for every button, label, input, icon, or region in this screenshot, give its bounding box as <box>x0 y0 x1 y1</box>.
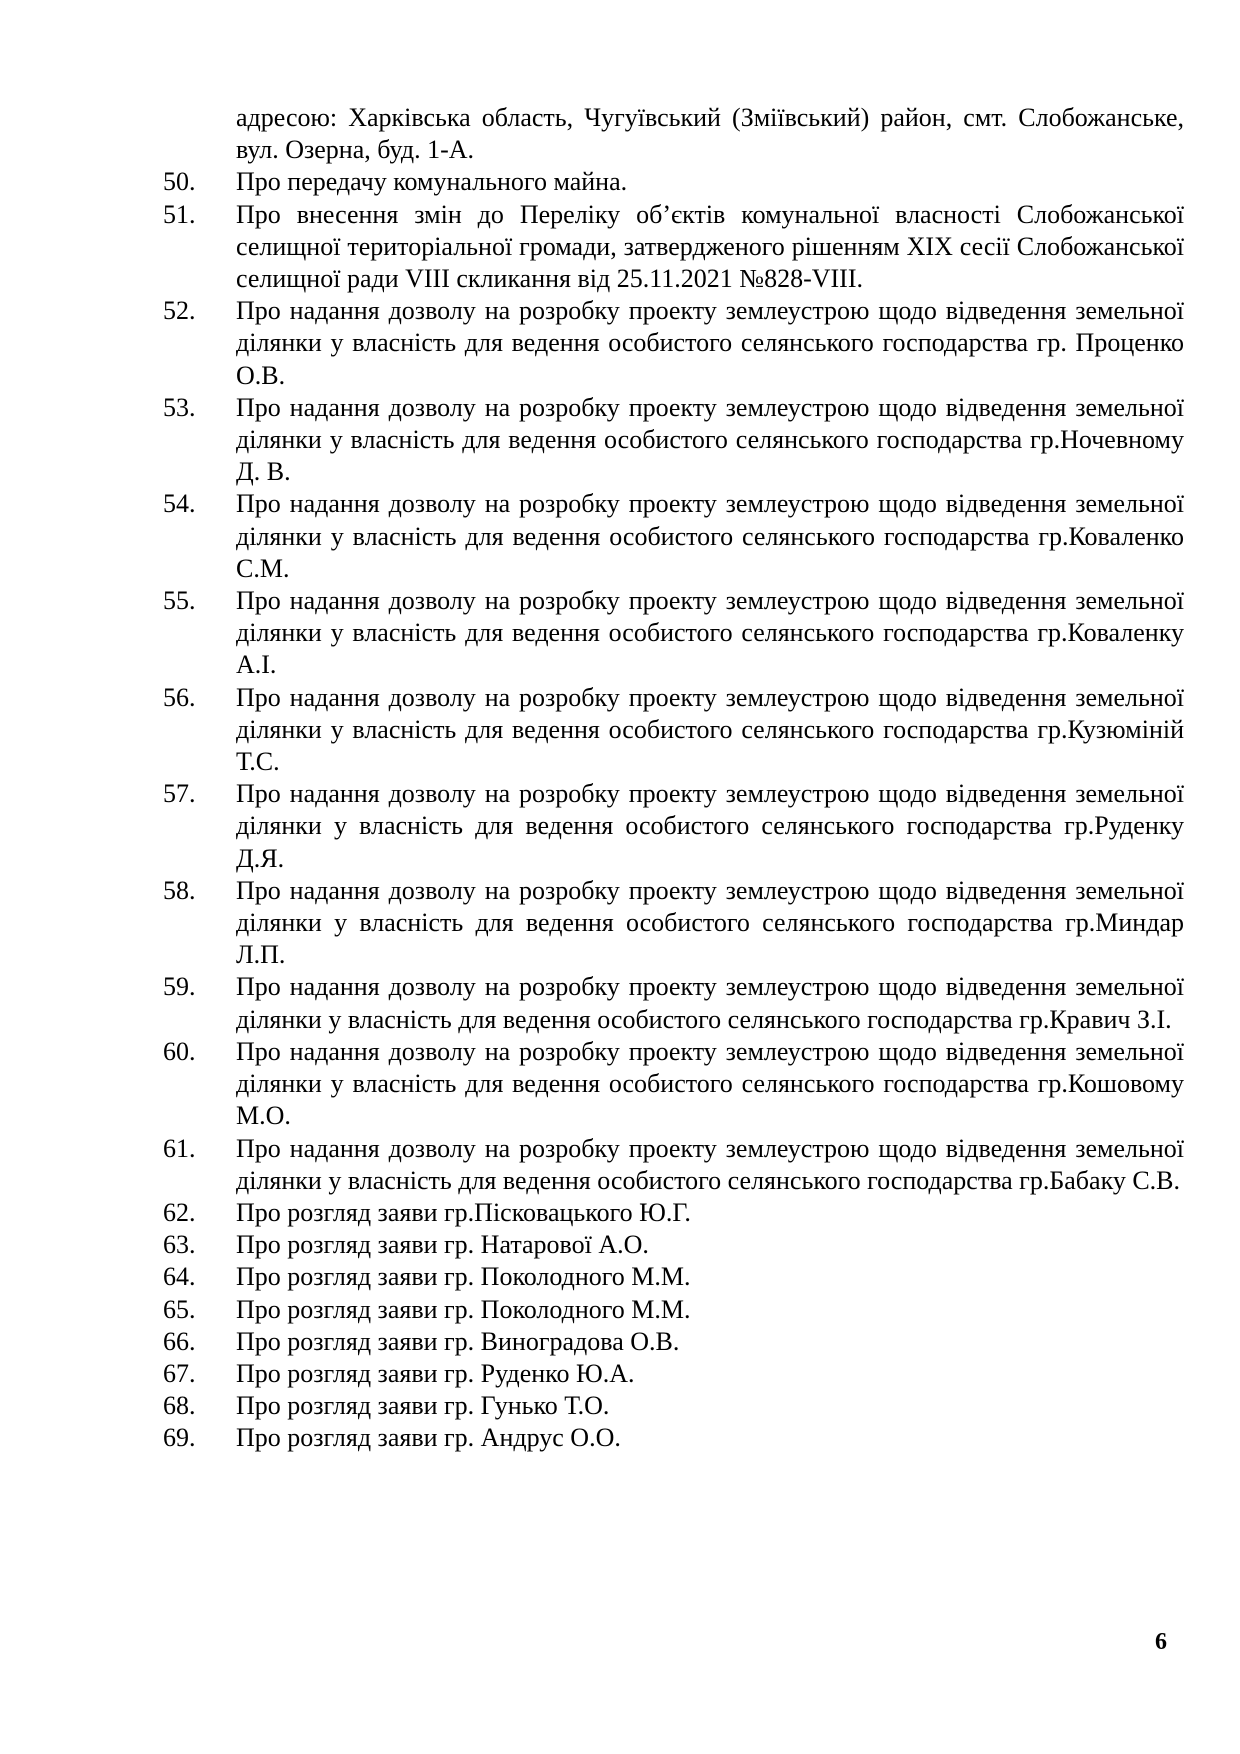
agenda-item <box>0 1326 1240 1358</box>
agenda-item <box>0 1229 1240 1261</box>
agenda-item-number: 59. <box>163 972 196 1002</box>
agenda-item-number: 66. <box>163 1326 196 1356</box>
page-number: 6 <box>1155 1629 1167 1655</box>
agenda-item-text: Про надання дозволу на розробку проекту землеустрою щодо відведення земельної ділянки у власність для ведення особистого селянського господарства гр.Кравич З.І. <box>236 972 1184 1034</box>
agenda-item-number: 56. <box>163 682 196 712</box>
agenda-item <box>0 1422 1240 1454</box>
agenda-item-text: Про розгляд заяви гр. Поколодного М.М. <box>236 1262 691 1292</box>
agenda-item <box>0 166 1240 198</box>
agenda-item-number: 63. <box>163 1230 196 1260</box>
agenda-item <box>0 488 1240 585</box>
agenda-item <box>0 682 1240 779</box>
agenda-item-number: 52. <box>163 296 196 326</box>
agenda-item-text: Про надання дозволу на розробку проекту землеустрою щодо відведення земельної ділянки у власність для ведення особистого селянського господарства гр.Бабаку С.В. <box>236 1133 1184 1195</box>
agenda-list <box>0 102 1240 1455</box>
agenda-item-text: Про розгляд заяви гр. Натарової А.О. <box>236 1230 649 1260</box>
agenda-item <box>0 585 1240 682</box>
agenda-item-text: Про внесення змін до Переліку об’єктів комунальної власності Слобожанської селищної територіальної громади, затвердженого рішенням XIX сесії Слобожанської селищної ради VIII скликання від 25.11.2021 №828-VIII. <box>236 199 1184 294</box>
agenda-item-text: Про розгляд заяви гр. Поколодного М.М. <box>236 1294 691 1324</box>
agenda-item-number: 55. <box>163 586 196 616</box>
agenda-item-number: 62. <box>163 1197 196 1227</box>
agenda-item-text: Про надання дозволу на розробку проекту землеустрою щодо відведення земельної ділянки у власність для ведення особистого селянського господарства гр.Ночевному Д. В. <box>236 392 1184 487</box>
agenda-item <box>0 1261 1240 1293</box>
agenda-item <box>0 1390 1240 1422</box>
agenda-item-number: 57. <box>163 779 196 809</box>
agenda-item <box>0 778 1240 875</box>
agenda-item <box>0 295 1240 392</box>
agenda-item-number: 69. <box>163 1423 196 1453</box>
agenda-item <box>0 1036 1240 1133</box>
agenda-item-number: 54. <box>163 489 196 519</box>
agenda-item <box>0 971 1240 1035</box>
agenda-item-text: Про надання дозволу на розробку проекту землеустрою щодо відведення земельної ділянки у власність для ведення особистого селянського господарства гр. Проценко О.В. <box>236 296 1184 390</box>
agenda-item-number: 53. <box>163 392 196 422</box>
agenda-item <box>0 392 1240 489</box>
agenda-item-text: Про надання дозволу на розробку проекту землеустрою щодо відведення земельної ділянки у власність для ведення особистого селянського господарства гр.Руденку Д.Я. <box>236 779 1184 873</box>
agenda-item <box>0 1358 1240 1390</box>
agenda-item-number: 58. <box>163 875 196 905</box>
agenda-item-number: 65. <box>163 1294 196 1324</box>
agenda-item-text: Про надання дозволу на розробку проекту землеустрою щодо відведення земельної ділянки у власність для ведення особистого селянського господарства гр.Кошовому М.О. <box>236 1036 1184 1131</box>
agenda-item <box>0 1294 1240 1326</box>
agenda-item-text: Про розгляд заяви гр. Виноградова О.В. <box>236 1326 680 1356</box>
agenda-continuation <box>0 102 1240 166</box>
agenda-item-text: Про розгляд заяви гр.Пісковацького Ю.Г. <box>236 1197 691 1227</box>
agenda-item-number: 67. <box>163 1358 196 1388</box>
agenda-item-number: 50. <box>163 167 196 197</box>
agenda-item <box>0 199 1240 296</box>
agenda-item-text: адресою: Харківська область, Чугуївський (Зміївський) район, смт. Слобожанське, вул. Озерна, буд. 1-А. <box>236 103 1184 165</box>
agenda-item-number: 64. <box>163 1262 196 1292</box>
agenda-item-text: Про надання дозволу на розробку проекту землеустрою щодо відведення земельної ділянки у власність для ведення особистого селянського господарства гр.Коваленко С.М. <box>236 489 1184 583</box>
agenda-item-text: Про розгляд заяви гр. Руденко Ю.А. <box>236 1358 635 1388</box>
agenda-item-number: 68. <box>163 1391 196 1421</box>
agenda-item-number: 61. <box>163 1133 196 1163</box>
agenda-item <box>0 1133 1240 1197</box>
agenda-item-text: Про надання дозволу на розробку проекту землеустрою щодо відведення земельної ділянки у власність для ведення особистого селянського господарства гр.Коваленку А.І. <box>236 586 1184 680</box>
agenda-item-text: Про розгляд заяви гр. Гунько Т.О. <box>236 1391 610 1421</box>
agenda-item-text: Про надання дозволу на розробку проекту землеустрою щодо відведення земельної ділянки у власність для ведення особистого селянського господарства гр.Кузюміній Т.С. <box>236 682 1184 777</box>
agenda-item-text: Про передачу комунального майна. <box>236 167 628 197</box>
agenda-item-text: Про надання дозволу на розробку проекту землеустрою щодо відведення земельної ділянки у власність для ведення особистого селянського господарства гр.Миндар Л.П. <box>236 875 1184 970</box>
agenda-item <box>0 1197 1240 1229</box>
agenda-item <box>0 875 1240 972</box>
agenda-item-number: 51. <box>163 199 196 229</box>
agenda-item-number: 60. <box>163 1036 196 1066</box>
agenda-item-text: Про розгляд заяви гр. Андрус О.О. <box>236 1423 621 1453</box>
